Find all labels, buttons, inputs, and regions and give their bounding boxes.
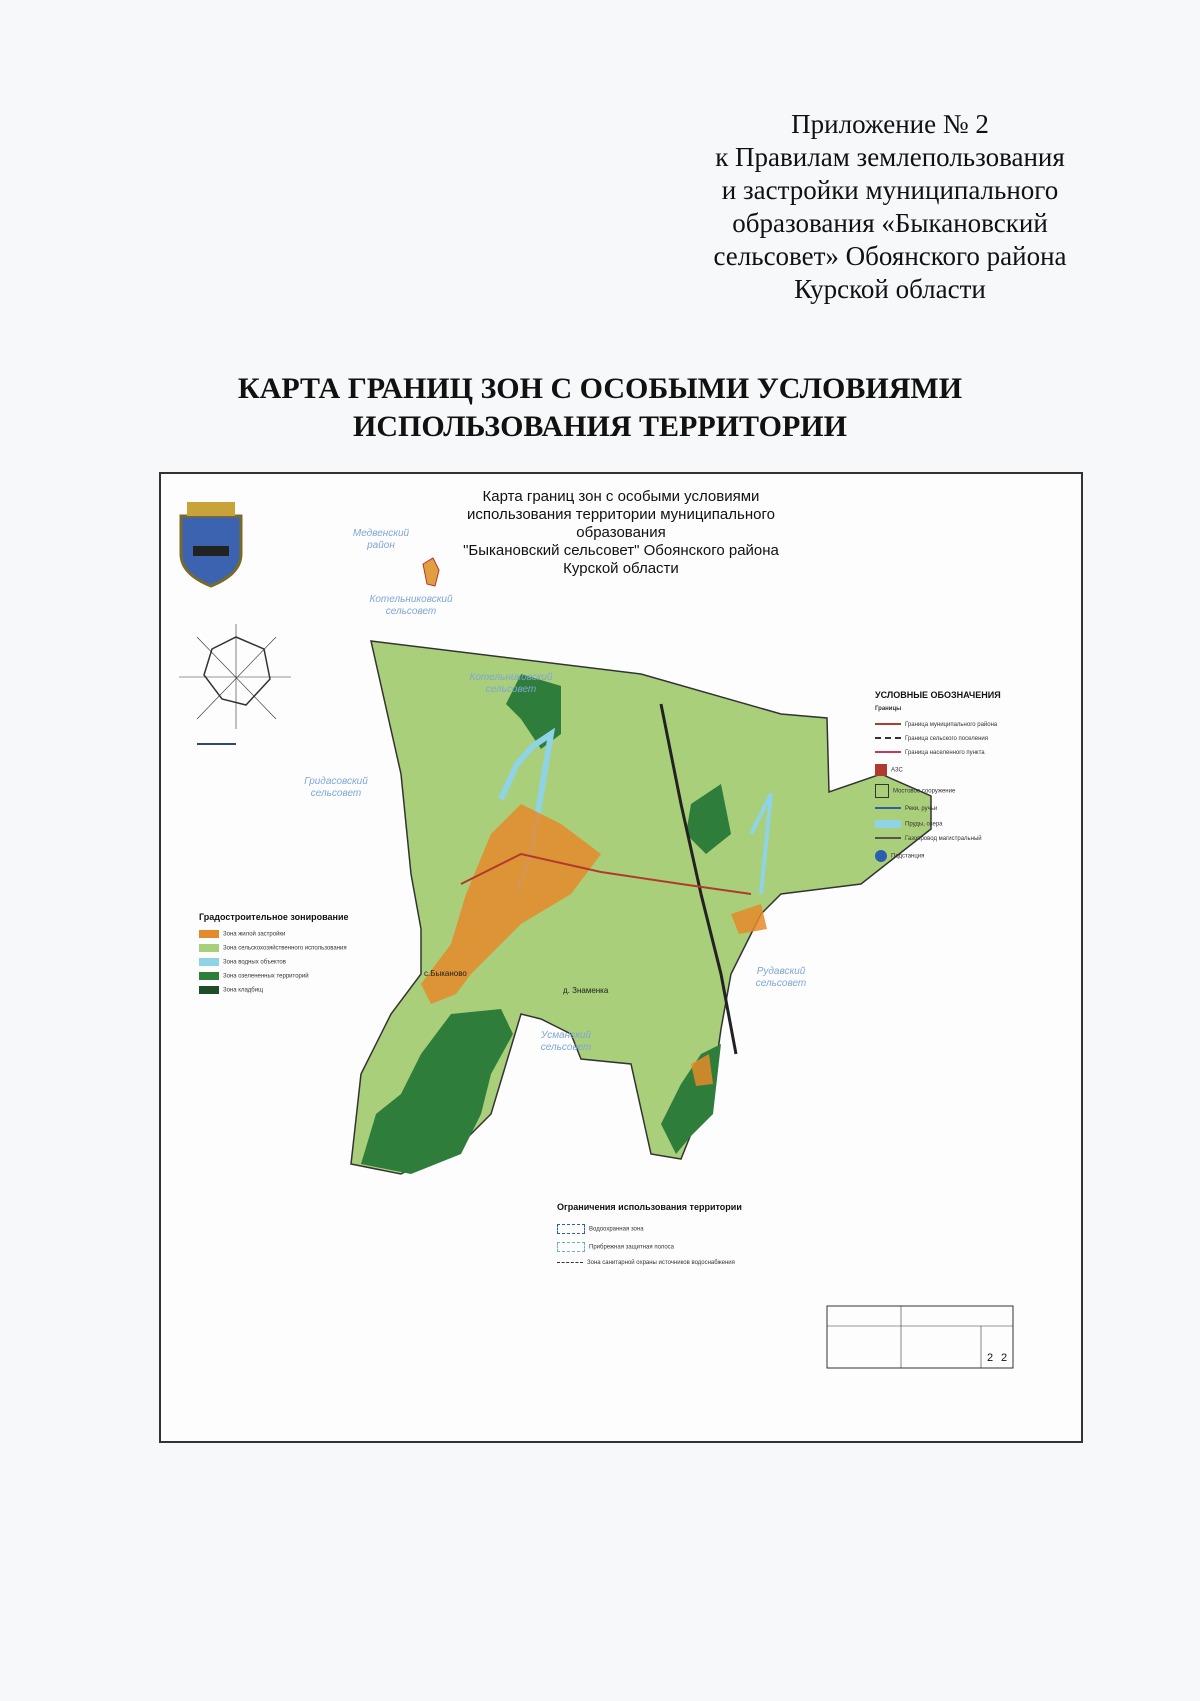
legend-symbol-item: Граница населенного пункта [875,750,997,756]
legend-zoning-item: Зона кладбищ [199,986,347,994]
appendix-line: и застройки муниципального [721,175,1059,205]
map-title-line: "Быкановский сельсовет" Обоянского района [463,542,779,559]
place-label-kotelnikovsky: Котельниковский сельсовет [469,672,553,695]
place-label-usmansky: Усманский сельсовет [540,1030,592,1053]
stamp-sheet: 2 [987,1352,994,1364]
title-stamp [827,1306,1013,1368]
legend-zoning-item: Зона сельскохозяйственного использования [199,944,347,952]
appendix-line: сельсовет» Обоянского района [713,241,1067,271]
legend-restriction-item: Водоохранная зона [557,1224,735,1234]
settlement-label-bykanovo: с.Быканово [424,969,467,978]
wind-rose-icon [179,624,291,729]
legend-symbol-item: Граница сельского поселения [875,736,997,742]
map-frame [159,472,1083,1443]
map-title-line: Карта границ зон с особыми условиями [482,488,760,505]
legend-zoning-list [199,930,347,994]
legend-restriction-item: Прибрежная защитная полоса [557,1242,735,1252]
map-title-line: использования территории муниципального образования [467,506,775,541]
appendix-line: Приложение № 2 [791,109,989,139]
place-label-rudavsky: Рудавский сельсовет [755,966,807,989]
legend-symbols-list [875,722,997,862]
legend-restrictions-title: Ограничения использования территории [557,1202,742,1212]
legend-restrictions-list [557,1224,735,1266]
legend-zoning-title: Градостроительное зонирование [199,912,349,922]
appendix-line: Курской области [794,274,986,304]
legend-symbols-group: Границы [875,706,902,712]
legend-symbol-item: Граница муниципального района [875,722,997,728]
legend-symbol-item: Подстанция [875,850,997,862]
legend-symbol-item: АЗС [875,764,997,776]
appendix-header [650,108,1130,306]
appendix-line: образования «Быкановский [732,208,1048,238]
map-title-line: Курской области [563,560,679,577]
legend-symbol-item: Газопровод магистральный [875,836,997,842]
legend-zoning-item: Зона водных объектов [199,958,347,966]
document-title [0,370,1200,446]
place-label-medvensky: Медвенский район [352,528,410,551]
document-title-line1: КАРТА ГРАНИЦ ЗОН С ОСОБЫМИ УСЛОВИЯМИ [237,372,963,405]
map-title [421,488,821,578]
place-label-gridasovsky: Гридасовский сельсовет [304,776,368,799]
legend-zoning-item: Зона жилой застройки [199,930,347,938]
stamp-sheets: 2 [1001,1352,1008,1364]
legend-symbol-item: Мостовое сооружение [875,784,997,798]
settlement-label-znamenka: д. Знаменка [563,986,609,995]
legend-symbol-item: Реки, ручьи [875,806,997,812]
coat-of-arms-icon [181,502,241,586]
legend-restriction-item: Зона санитарной охраны источников водоснабжения [557,1260,735,1266]
place-label-kotelnikovsky-top: Котельниковский сельсовет [369,594,453,617]
legend-zoning-item: Зона озелененных территорий [199,972,347,980]
legend-symbols-title: УСЛОВНЫЕ ОБОЗНАЧЕНИЯ [875,690,1001,700]
legend-symbol-item: Пруды, озера [875,820,997,828]
appendix-line: к Правилам землепользования [715,142,1065,172]
document-title-line2: ИСПОЛЬЗОВАНИЯ ТЕРРИТОРИИ [353,410,847,443]
